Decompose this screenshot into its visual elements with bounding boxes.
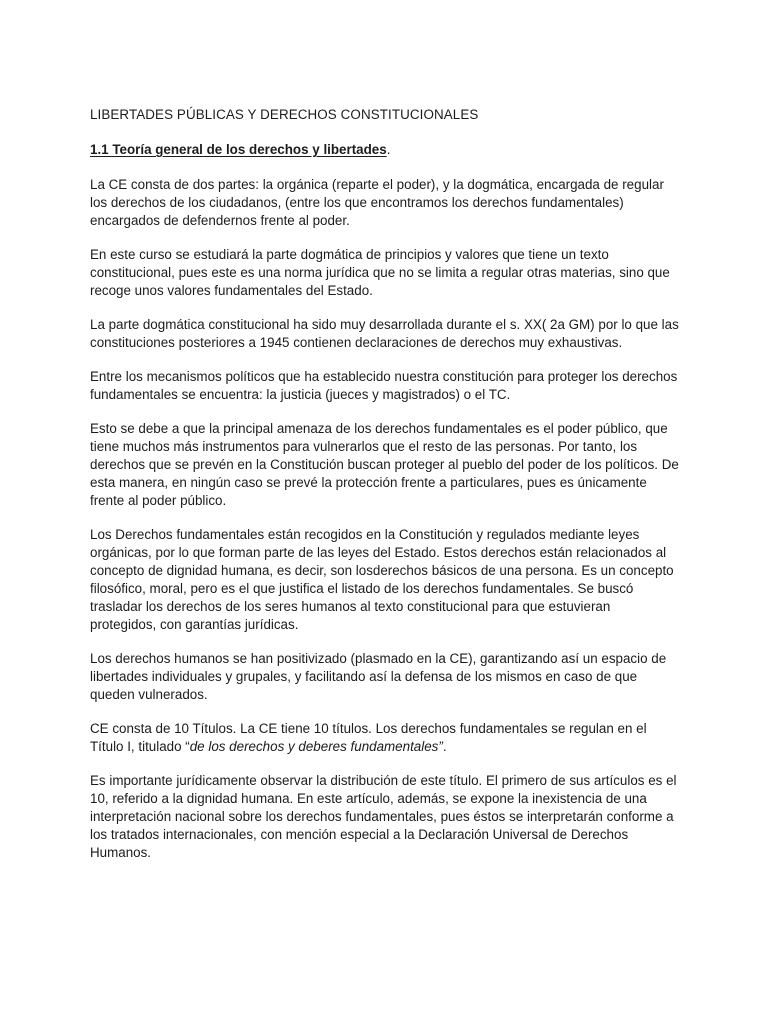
paragraph-titles-quote: de los derechos y deberes fundamentales”: [189, 739, 443, 754]
section-heading: [90, 141, 680, 159]
paragraph-ce-parts: La CE consta de dos partes: la orgánica (reparte el poder), y la dogmática, encargada de regular los derechos de los ciudadanos, (entre los que encontramos los derechos fundamentales) encargados de defendernos frente al poder.: [90, 177, 664, 228]
section-heading-period: .: [386, 142, 391, 157]
document-page: [90, 106, 680, 878]
paragraph-fundamental-rights: Los Derechos fundamentales están recogidos en la Constitución y regulados mediante leyes orgánicas, por lo que forman parte de las leyes del Estado. Estos derechos están relacionados al concepto de dignidad humana, es decir, son losderechos básicos de una persona. Es un concepto filosófico, moral, pero es el que justifica el listado de los derechos fundamentales. Se buscó trasladar los derechos de los seres humanos al texto constitucional para que estuvieran protegidos, con garantías jurídicas.: [90, 527, 674, 632]
paragraph-public-power-threat: Esto se debe a que la principal amenaza de los derechos fundamentales es el poder público, que tiene muchos más instrumentos para vulnerarlos que el resto de las personas. Por tanto, los derechos que se prevén en la Constitución buscan proteger al pueblo del poder de los políticos. De esta manera, en ningún caso se prevé la protección frente a particulares, pues es únicamente frente al poder público.: [90, 421, 679, 508]
paragraph-dogmatic-history: La parte dogmática constitucional ha sido muy desarrollada durante el s. XX( 2a GM) por lo que las constituciones posteriores a 1945 contienen declaraciones de derechos muy exhaustivas.: [90, 317, 679, 350]
paragraph-course-scope: En este curso se estudiará la parte dogmática de principios y valores que tiene un texto constitucional, pues este es una norma jurídica que no se limita a regular otras materias, sino que recoge unos valores fundamentales del Estado.: [90, 247, 670, 298]
document-title: LIBERTADES PÚBLICAS Y DERECHOS CONSTITUCIONALES: [90, 107, 479, 122]
paragraph-titles-tail: .: [442, 739, 447, 754]
section-heading-text: 1.1 Teoría general de los derechos y libertades: [90, 142, 387, 157]
paragraph-human-rights-positivized: Los derechos humanos se han positivizado (plasmado en la CE), garantizando así un espacio de libertades individuales y grupales, y facilitando así la defensa de los mismos en caso de que queden vulnerados.: [90, 651, 667, 702]
paragraph-titles-lead: CE consta de 10 Títulos. La CE tiene 10 títulos. Los derechos fundamentales se regulan en el Título I, titulado “: [90, 721, 647, 754]
paragraph-titles: [90, 720, 680, 756]
paragraph-protection-mechanisms: Entre los mecanismos políticos que ha establecido nuestra constitución para proteger los derechos fundamentales se encuentra: la justicia (jueces y magistrados) o el TC.: [90, 369, 678, 402]
paragraph-title-distribution: Es importante jurídicamente observar la distribución de este título. El primero de sus artículos es el 10, referido a la dignidad humana. En este artículo, además, se expone la inexistencia de una interpretación nacional sobre los derechos fundamentales, pues éstos se interpretarán conforme a los tratados internacionales, con mención especial a la Declaración Universal de Derechos Humanos.: [90, 773, 677, 860]
